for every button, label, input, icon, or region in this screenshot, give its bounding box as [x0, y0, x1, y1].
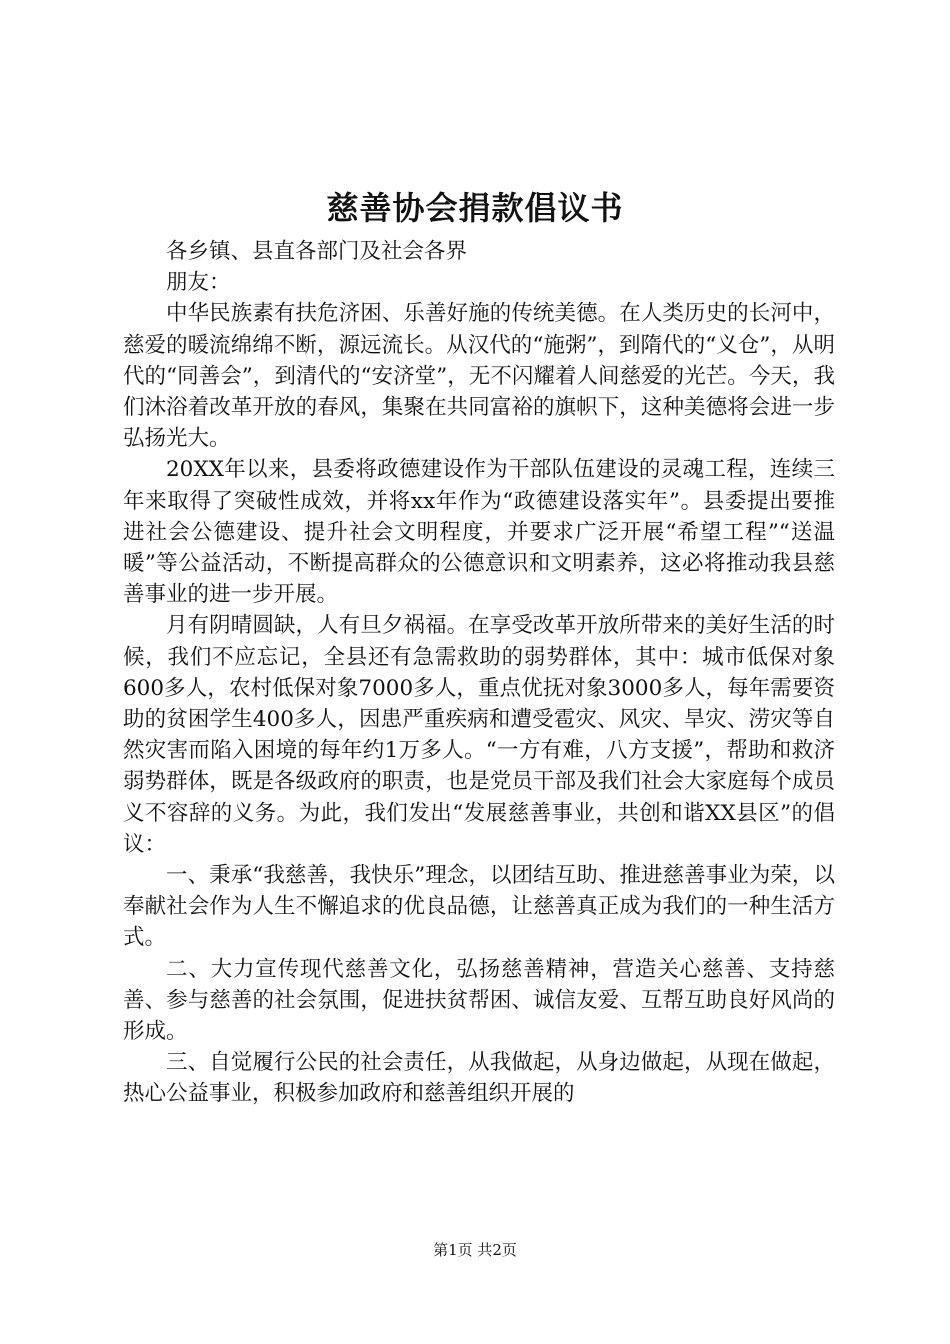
paragraph-vulnerable-groups: 月有阴晴圆缺，人有旦夕祸福。在享受改革开放所带来的美好生活的时候，我们不应忘记，全县还有急需救助的弱势群体，其中：城市低保对象600多人，农村低保对象7000多人，重点优抚对象3000多人，每年需要资助的贫困学生400多人，因患严重疾病和遭受雹灾、风灾、旱灾、涝灾等自然灾害而陷入困境的每年约1万多人。“一方有难，八方支援”，帮助和救济弱势群体，既是各级政府的职责，也是党员干部及我们社会大家庭每个成员义不容辞的义务。为此，我们发出“发展慈善事业，共创和谐XX县区”的倡议： — [123, 613, 835, 857]
paragraph-proposal-1: 一、秉承“我慈善，我快乐”理念，以团结互助、推进慈善事业为荣，以奉献社会作为人生不懈追求的优良品德，让慈善真正成为我们的一种生活方式。 — [123, 863, 835, 951]
paragraph-intro: 中华民族素有扶危济困、乐善好施的传统美德。在人类历史的长河中，慈爱的暖流绵绵不断，源远流长。从汉代的“施粥”，到隋代的“义仓”，从明代的“同善会”，到清代的“安济堂”，无不闪耀着人间慈爱的光芒。今天，我们沐浴着改革开放的春风，集聚在共同富裕的旗帜下，这种美德将会进一步弘扬光大。 — [123, 301, 835, 452]
page-number-footer: 第1页 共2页 — [433, 1241, 517, 1259]
salutation-line-2: 朋友： — [166, 270, 231, 296]
paragraph-proposal-3: 三、自觉履行公民的社会责任，从我做起，从身边做起，从现在做起，热心公益事业，积极参加政府和慈善组织开展的 — [123, 1050, 835, 1107]
document-body — [123, 236, 835, 1110]
document-title: 慈善协会捐款倡议书 — [326, 189, 624, 227]
paragraph-county-policy: 20XX年以来，县委将政德建设作为干部队伍建设的灵魂工程，连续三年来取得了突破性成效，并将xx年作为“政德建设落实年”。县委提出要推进社会公德建设、提升社会文明程度，并要求广泛开展“希望工程”“送温暖”等公益活动，不断提高群众的公德意识和文明素养，这必将推动我县慈善事业的进一步开展。 — [123, 457, 835, 608]
salutation-line-1: 各乡镇、县直各部门及社会各界 — [166, 239, 468, 264]
paragraph-proposal-2: 二、大力宣传现代慈善文化，弘扬慈善精神，营造关心慈善、支持慈善、参与慈善的社会氛围，促进扶贫帮困、诚信友爱、互帮互助良好风尚的形成。 — [123, 956, 835, 1045]
